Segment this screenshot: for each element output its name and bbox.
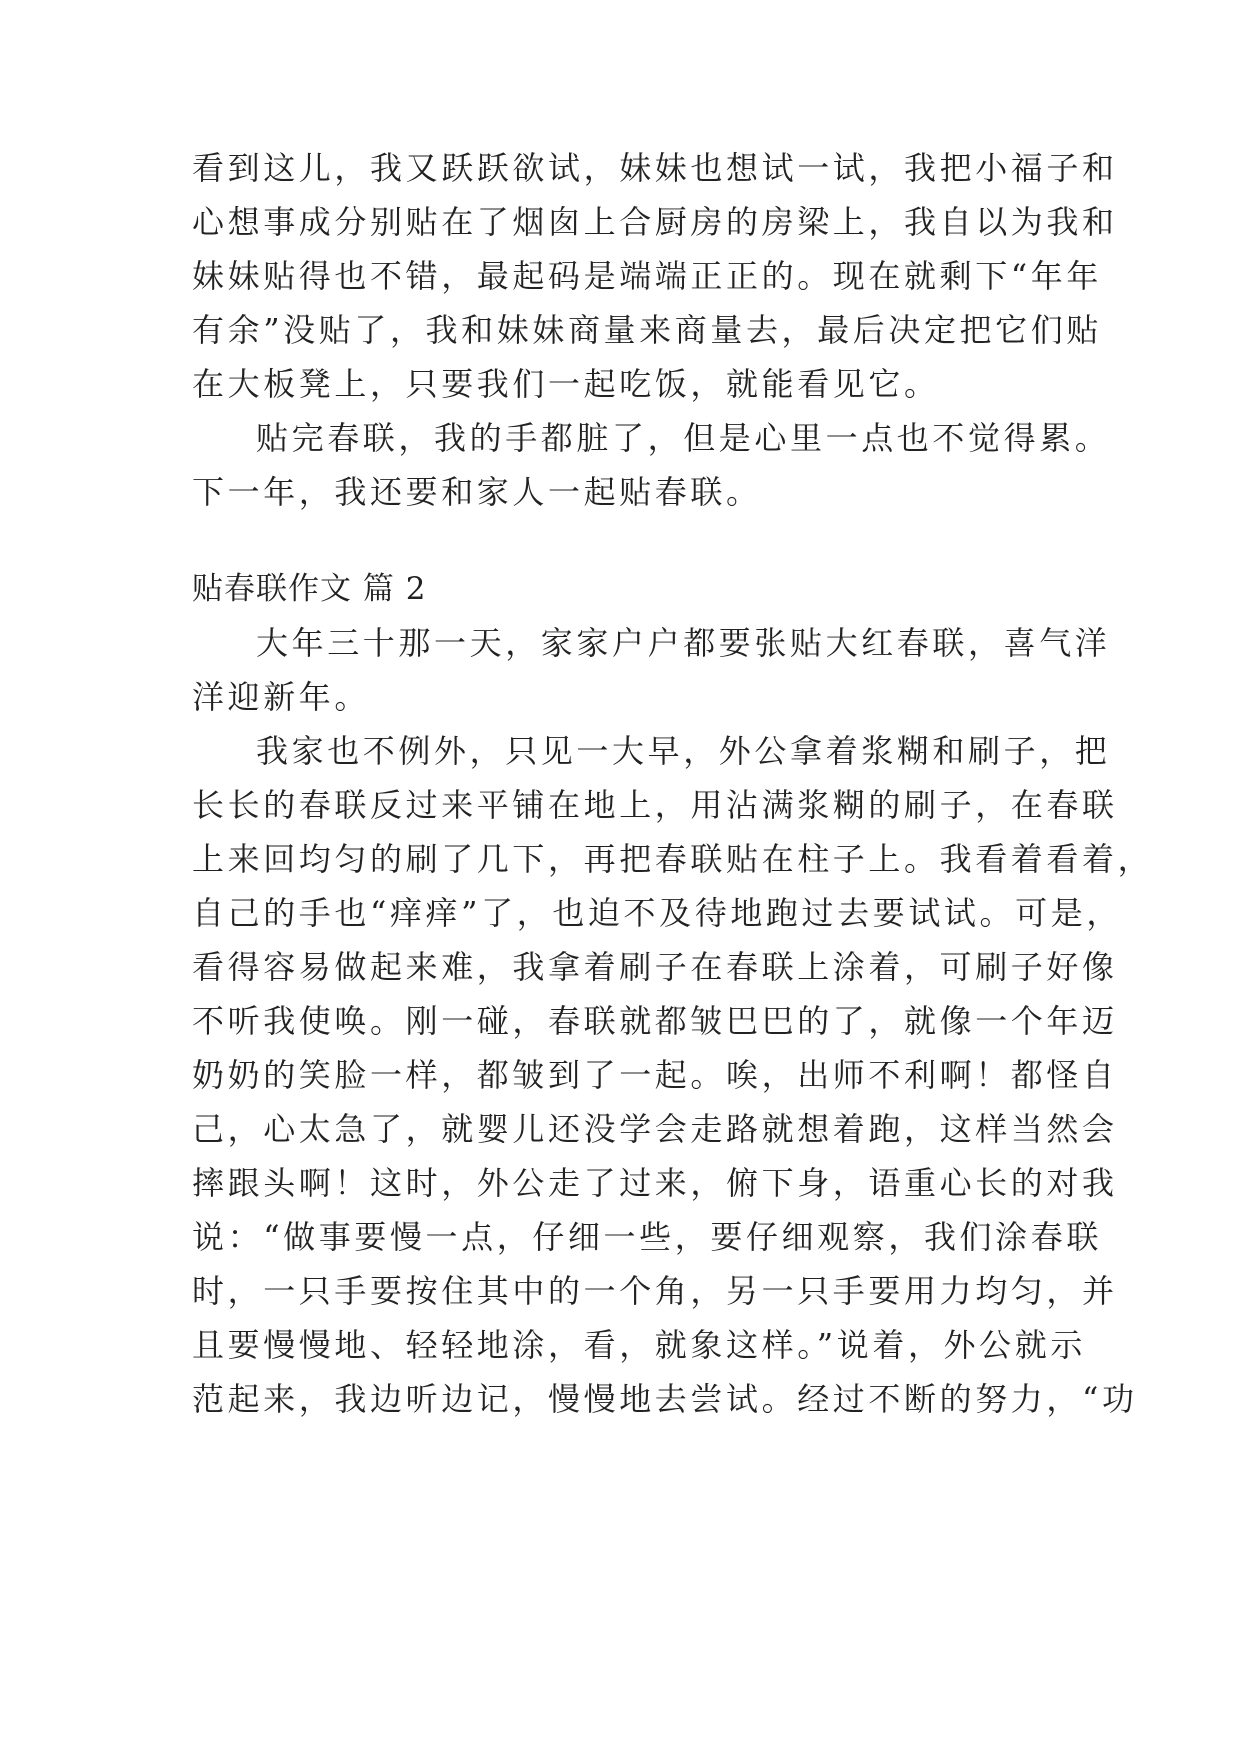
text-line: 范起来，我边听边记，慢慢地去尝试。经过不断的努力，“功	[192, 1380, 1138, 1418]
text-line: 妹妹贴得也不错，最起码是端端正正的。现在就剩下“年年	[192, 257, 1102, 295]
text-line: 说：“做事要慢一点，仔细一些，要仔细观察，我们涂春联	[192, 1218, 1102, 1256]
text-line: 时，一只手要按住其中的一个角，另一只手要用力均匀，并	[192, 1272, 1118, 1310]
text-line: 自己的手也“痒痒”了，也迫不及待地跑过去要试试。可是，	[192, 894, 1122, 932]
text-line: 看到这儿，我又跃跃欲试，妹妹也想试一试，我把小福子和	[192, 149, 1118, 187]
text-line: 摔跟头啊！这时，外公走了过来，俯下身，语重心长的对我	[192, 1164, 1118, 1202]
text-line: 上来回均匀的刷了几下，再把春联贴在柱子上。我看着看着，	[192, 840, 1154, 878]
text-line: 不听我使唤。刚一碰，春联就都皱巴巴的了，就像一个年迈	[192, 1002, 1118, 1040]
text-line: 长长的春联反过来平铺在地上，用沾满浆糊的刷子，在春联	[192, 786, 1118, 824]
text-line: 看得容易做起来难，我拿着刷子在春联上涂着，可刷子好像	[192, 948, 1118, 986]
text-line: 大年三十那一天，家家户户都要张贴大红春联，喜气洋	[256, 624, 1111, 662]
text-line: 有余”没贴了，我和妹妹商量来商量去，最后决定把它们贴	[192, 311, 1102, 349]
text-line: 在大板凳上，只要我们一起吃饭，就能看见它。	[192, 365, 940, 403]
text-line: 奶奶的笑脸一样，都皱到了一起。唉，出师不利啊！都怪自	[192, 1056, 1118, 1094]
text-line: 我家也不例外，只见一大早，外公拿着浆糊和刷子，把	[256, 732, 1111, 770]
section-heading: 贴春联作文 篇 2	[192, 571, 427, 607]
text-line: 洋迎新年。	[192, 678, 371, 716]
text-line: 己，心太急了，就婴儿还没学会走路就想着跑，这样当然会	[192, 1110, 1118, 1148]
text-line: 且要慢慢地、轻轻地涂，看，就象这样。”说着，外公就示	[192, 1326, 1086, 1364]
text-line: 贴完春联，我的手都脏了，但是心里一点也不觉得累。	[256, 419, 1111, 457]
text-line: 下一年，我还要和家人一起贴春联。	[192, 473, 762, 511]
text-line: 心想事成分别贴在了烟囱上合厨房的房梁上，我自以为我和	[192, 203, 1118, 241]
